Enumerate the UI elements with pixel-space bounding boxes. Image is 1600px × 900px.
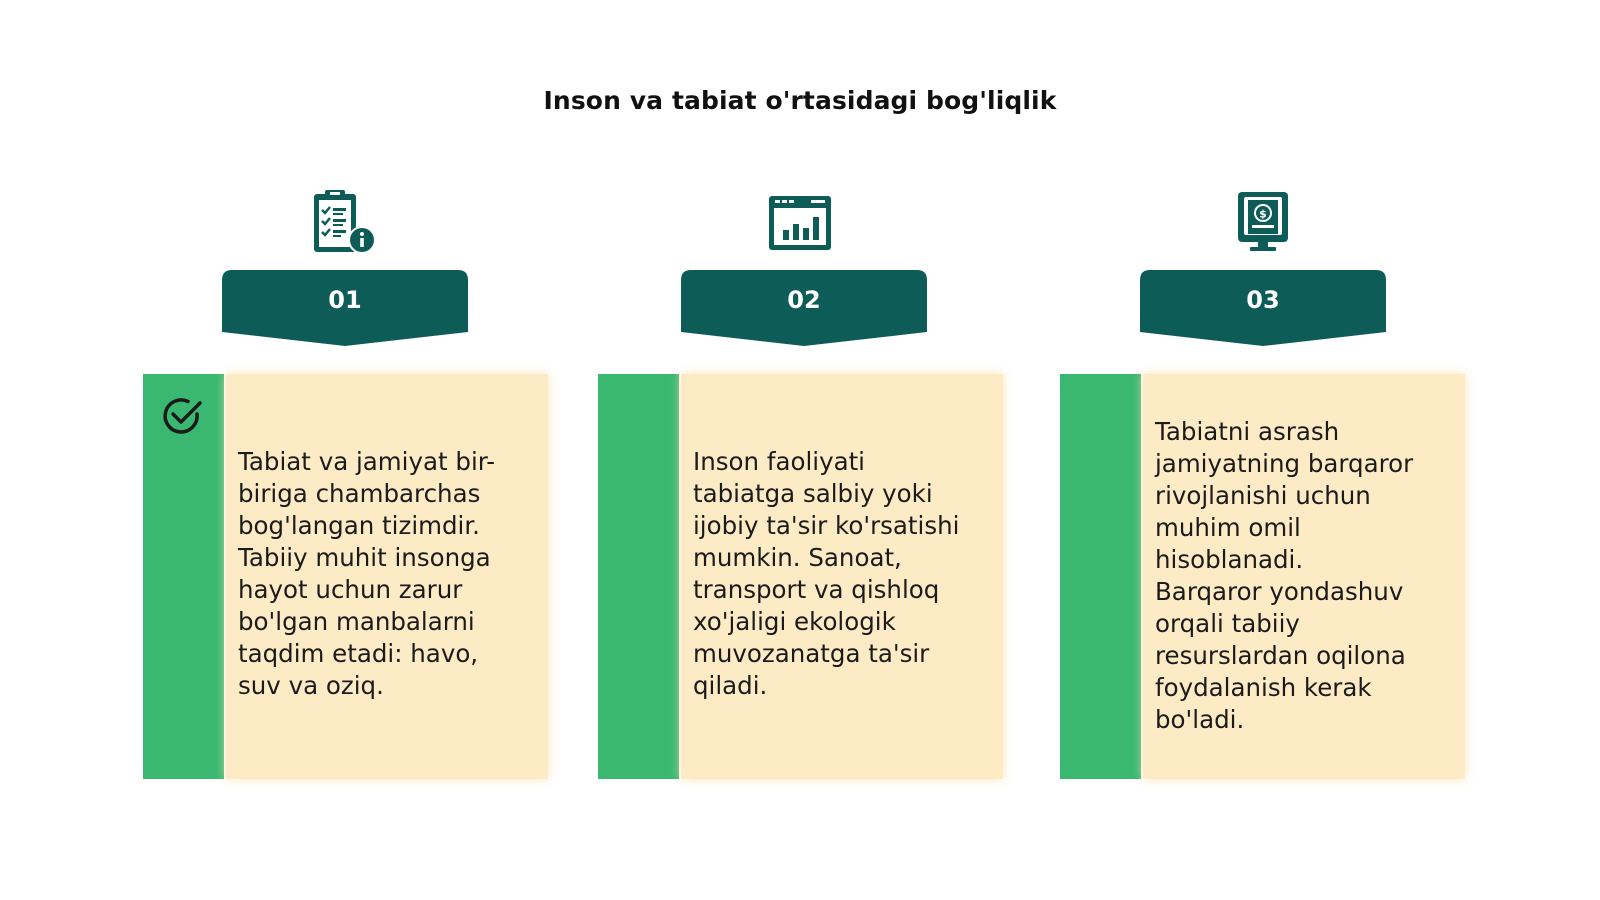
bar-chart-window-icon (765, 188, 835, 258)
check-circle-icon (161, 394, 205, 438)
card-text: Tabiat va jamiyat bir- biriga chambarchas bog'langan tizimdir. Tabiiy muhit insonga hayot uchun zarur bo'lgan manbalarni taqdim etadi: havo, suv va oziq. (238, 447, 496, 700)
step-number: 02 (787, 286, 821, 314)
card-body (1143, 374, 1465, 779)
card-stripe (598, 374, 679, 779)
clipboard-info-icon (310, 188, 380, 258)
card-body (681, 374, 1003, 779)
card-text: Tabiatni asrash jamiyatning barqaror rivojlanishi uchun muhim omil hisoblanadi. Barqaror yondashuv orqali tabiiy resurslardan oqilona foydalanish kerak bo'ladi. (1155, 417, 1414, 734)
step-number: 03 (1246, 286, 1280, 314)
svg-text:$: $ (1259, 207, 1267, 221)
page-title: Inson va tabiat o'rtasidagi bog'liqlik (543, 86, 1057, 115)
money-monitor-icon (1228, 188, 1298, 258)
card-text: Inson faoliyati tabiatga salbiy yoki ijobiy ta'sir ko'rsatishi mumkin. Sanoat, transport va qishloq xo'jaligi ekologik muvozanatga ta'sir qiladi. (693, 447, 960, 700)
card-stripe (1060, 374, 1141, 779)
step-number: 01 (328, 286, 362, 314)
card-body (226, 374, 548, 779)
